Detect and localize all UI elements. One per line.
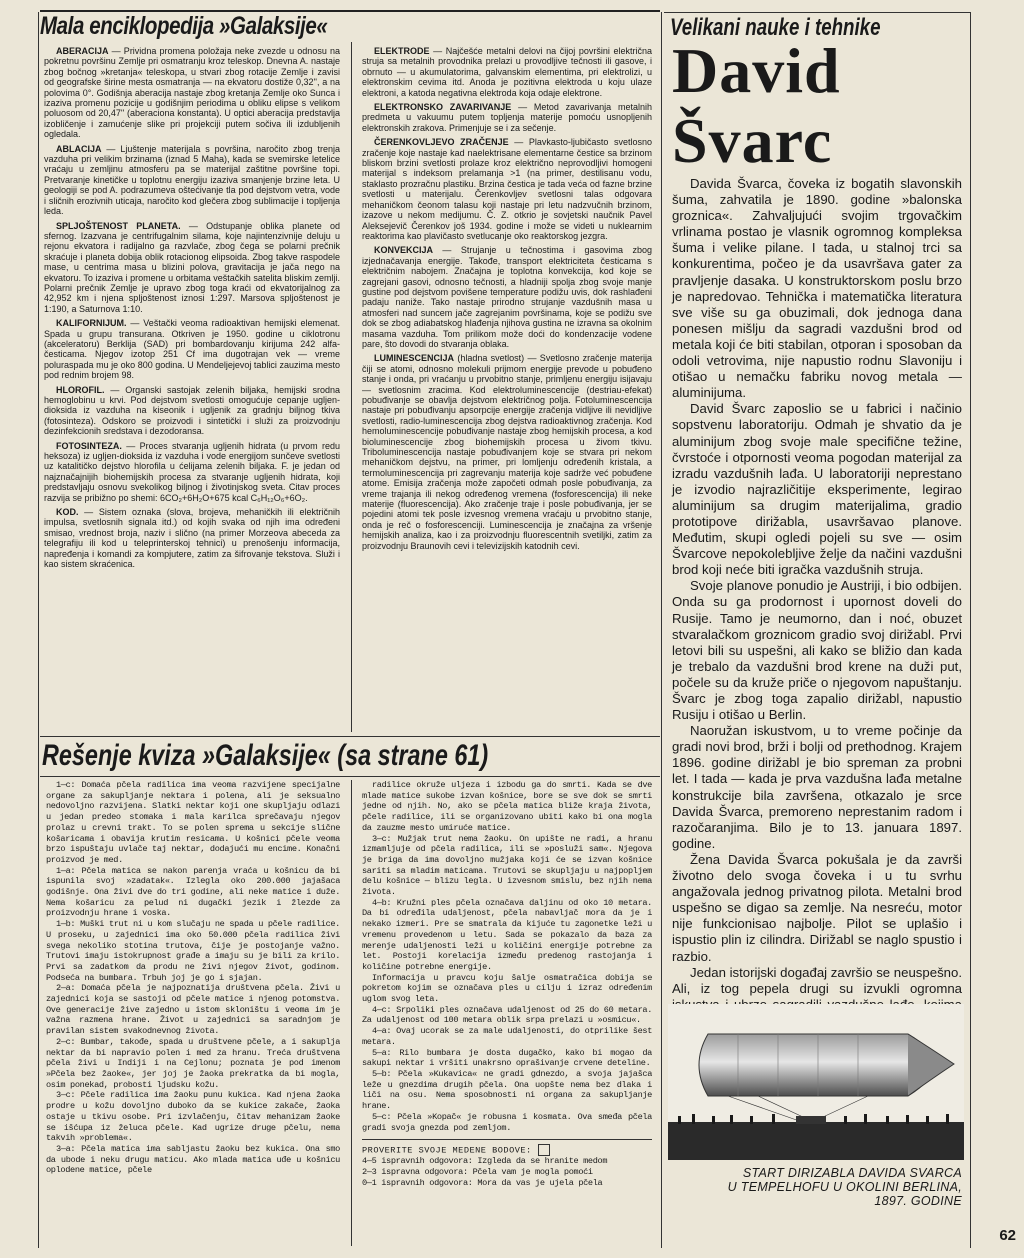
photo-caption bbox=[672, 1166, 962, 1208]
encyclopedia-entry bbox=[362, 102, 652, 133]
kviz-answer: 3—c: Mužjak trut nema žaoku. On upište ne radi, a hranu izmamljuje od pčela radilica, ili se »posluži sam«. Njegova je briga da ima dovoljno mužjaka koji će se izvan košnice sariti sa mladim maticama. Trutovi se skupljaju u najpopljem delu košnice — blizu legla. U izvesnom smislu, bez njih nema života. bbox=[362, 833, 652, 898]
caption-line: 1897. GODINE bbox=[874, 1194, 962, 1208]
encyclopedia-header bbox=[40, 10, 660, 40]
entry-text: — Najčešće metalni delovi na čijoj površini električna struja sa metalnih provodnika prelazi u provodljive tečnosti ili gasove, i obrnuto — u akumulatorima, galvanskim elementima, pri elektrolizi, u elektronskim cevima itd. Anoda je pozitivna elektroda u koju ulaze elektroni, a katoda negativna elektroda koja odaje elektrone. bbox=[362, 46, 652, 98]
article-paragraph: Naoružan iskustvom, u to vreme počinje da gradi novi brod, brži i bolji od prethodnog. Krajem 1896. godine dirižabl je bio spreman za probni let. I tada — kada je prva vazdušna lađa metalne konstrukcije bila završena, otkazalo je srce Davida Švarca, premoreno neprestanim radom i razočaranjima. Bilo je to 13. januara 1897. godine. bbox=[672, 723, 962, 851]
entry-text: — Prividna promena položaja neke zvezde u odnosu na pokretnu površinu Zemlje pri osmatranju kroz teleskop. Dnevna A. nastaje zbog bočnog »kretanja« teleskopa, u stvari zbog rotacije Zemlje i zavisi od geografske širine mesta osmatranja — na ekvatoru dostiže 0,32'', a na polovima 0°. Godišnja aberacija nastaje zbog kretanja Zemlje oko Sunca i izaziva promenu pozicije u godišnjim periodima u obliku elipse s velikom poluosom od 20,47'' (aberaciona konstanta). U optici aberacija predstavlja izobličenje i zamućenje slike pri projekciji putem sočiva ili izdubljenih ogledala. bbox=[44, 46, 340, 140]
kviz-answer: 5—b: Pčela »Kukavica« ne gradi gdnezdo, a svoja jajašca leže u gnezdima drugih pčela. Ona uopšte nema bez dlaka i liči na osu. Nema sposobnosti ni organa za sakupljanje hrane. bbox=[362, 1068, 652, 1112]
kviz-answer: 4—c: Srpoliki ples označava udaljenost od 25 do 60 metara. Za udaljenost od 100 metara oblik srpa prelazi u »osmicu«. bbox=[362, 1004, 652, 1026]
article-paragraph: David Švarc zaposlio se u fabrici i načinio sopstvenu laboratoriju. Odmah je shvatio da je aluminijum zbog svoje male specifične težine, čvrstoće i otpornosti veoma pogodan materijal za izradu vazdušnih lađa. U laboratoriji neprestano je izvodio najrazličitije eksperimente, legirao aluminijum sa drugim materijalima, gradio prototipove dirižabla, usavršavao planove. Međutim, skupi ogledi pojeli su sve — osim Švarcove nepokolebljive želje da načini vazdušni brod koji neće biti igračka vazdušnih struja. bbox=[672, 401, 962, 578]
name-first: David bbox=[672, 35, 841, 106]
column-divider bbox=[351, 42, 352, 732]
encyclopedia-entry bbox=[362, 46, 652, 98]
kviz-answer: 5—a: Rilo bumbara je dosta dugačko, kako bi mogao da sakupi nektar i vršiti unakrsno oprašivanje crvene deteline. bbox=[362, 1047, 652, 1069]
name-last: Švarc bbox=[672, 105, 833, 176]
score-row: 4—5 ispravnih odgovora: Izgleda da se hranite medom bbox=[362, 1156, 608, 1167]
entry-term: SPLJOŠTENOST PLANETA. bbox=[56, 220, 181, 231]
article-paragraph: Davida Švarca, čoveka iz bogatih slavonskih šuma, zahvatila je 1890. godine »balonska groznica«. Zahvaljujući svojim trgovačkim vrlinama postao je vlasnik ogromnog kompleksa šuma i velike pilane. I tada, u stalnoj trci sa konkurentima, počeo je da usavršava gater za pravljenje dasaka. U konstruktorskom poslu brzo je napredovao. Tehnička i matematička literatura sve više su ga obuzimali, dok jednoga dana ponesen mišlju da sagradi vazdušni brod od metala koji će biti stabilan, otporan i sposoban da odoli vetrovima, nije napustio rodnu Slavoniju i otišao u nemačku fabriku novog metala — aluminijuma. bbox=[672, 176, 962, 401]
entry-term: KONVEKCIJA bbox=[374, 245, 434, 256]
kviz-answer: radilice okruže uljeza i izbodu ga do smrti. Kada se dve mlade matice sukobe izvan košnice, bore se sve dok se smrti jedne od njih. No, ako se pčela matica bliže kraja života, pčele radilice, ili se organizovano ubiti kako bi ona mogla da zauzme mesto umiruće matice. bbox=[362, 780, 652, 833]
checkbox-icon bbox=[538, 1144, 550, 1156]
entry-text: — Proces stvaranja ugljenih hidrata (u prvom redu heksoza) iz ugljen-dioksida iz vazduha i vode energijom sunčeve svetlosti uz katalitičko dejstvo hlorofila u ćelijama zelenih biljaka. F. je jedan od najznačajnijih biohemijskih procesa za stvaranje ugljenih hidrata, koji predstavljaju osnovu svekolikog biljnog i životinjskog sveta. Citav proces razvija se pribižno po shemi: 6CO₂+6H₂O+675 kcal C₆H₁₂O₆+6O₂. bbox=[44, 440, 340, 503]
encyclopedia-entry bbox=[44, 144, 340, 217]
kviz-title: Rešenje kviza »Galaksije« (sa strane 61) bbox=[42, 739, 489, 772]
article-paragraph: Svoje planove ponudio je Austriji, i bio odbijen. Onda su ga prodornost i upornost doveli do Rusije. Tamo je neumorno, dan i noć, obuzet stvaralačkom groznicom gradio svoj dirižabl. Prvi letovi bili su uspešni, ali kako se bližio dan kada je trebalo da vazdušni brod krene na duži put, počele su da kruže priče o njegovom napuštanju. Švarc je zbog toga zapalio dirižabl, napustio Rusiju i otišao u Berlin. bbox=[672, 578, 962, 723]
entry-term: ABLACIJA bbox=[56, 143, 102, 154]
right-border bbox=[970, 12, 971, 1248]
entry-text: — Veštački veoma radioaktivan hemijski elemenat. Spada u grupu transurana. Otkriven je 1950. godine u ciklotronu (akceleratoru) Berklija (SAD) pri bombardovanju kirijuma 242 alfa-česticama. Njegov izotop 251 Cf ima dugotrajan vek — vreme poluraspada mu je oko 800 godina. U Mendeljejevoj tablici zauzima mesto pod rednim brojem 98. bbox=[44, 318, 340, 381]
kviz-answer: 4—a: Ovaj ucorak se za male udaljenosti, do otprilike šest metara. bbox=[362, 1026, 652, 1047]
kviz-divider bbox=[351, 780, 352, 1246]
encyclopedia-entry bbox=[44, 441, 340, 503]
encyclopedia-entry bbox=[44, 385, 340, 437]
entry-text: — Organski sastojak zelenih biljaka, hemijski srodna hemoglobinu u krvi. Pod dejstvom svetlosti omogućuje cepanje ugljen-dioksida iz vazduha na kiseonik i ugljenik za gradnju biljnog tkiva (fotosinteza). Odskoro se proizvodi i sintetički i služi za proizvodnju dezinfekcionih sredstava i dezodoransa. bbox=[44, 384, 340, 437]
encyclopedia-title: Mala enciklopedija »Galaksije« bbox=[40, 12, 328, 40]
entry-term: LUMINESCENCIJA bbox=[374, 353, 455, 364]
encyclopedia-entry bbox=[44, 507, 340, 569]
dirigible-photo bbox=[668, 1004, 964, 1160]
encyclopedia-entry bbox=[362, 137, 652, 241]
kviz-answer: 3—c: Pčele radilica ima žaoku punu kukica. Kad njena žaoka prodre u kožu dovoljno duboko da se kukice zakače, žaoka ostaje u tkivu osobe. Pri izvlačenju, čitav mehanizam žaoke se išćupa iz želuca pčele. Kad ugrize druge pčelu, nema takvih »problema«. bbox=[46, 1090, 340, 1144]
kviz-answer: 2—c: Bumbar, takođe, spada u društvene pčele, a i sakuplja nektar da bi napravio polen i med za hranu. Treća društvena pčela živi u Indiji i na Cejlonu; poznata je pod imenom »Pčela bez žaoke«, jer joj je žaoka prekratka da bi mogla, osim ponekad, probosti ljudsku kožu. bbox=[46, 1036, 340, 1090]
section-divider bbox=[661, 12, 662, 1248]
encyclopedia-entry bbox=[362, 353, 652, 551]
article-paragraph: Žena Davida Švarca pokušala je da završi životno delo svoga čoveka i u tu svrhu angažovala jednog privatnog pilota. Metalni brod uspešno se digao sa zemlje. Na nesreću, motor nije funkcionisao najbolje. Pilot se uplašio i ispustio plin iz cilindra. Dirižabl se naglo spustio i razbio. bbox=[672, 851, 962, 964]
score-title bbox=[362, 1144, 652, 1156]
entry-term: KALIFORNIJUM. bbox=[56, 318, 127, 329]
kviz-answer: Informacija u pravcu koju šalje osmatračica dobija se pokretom kojim se označava ples u cilju i izraz određenim uglom svog leta. bbox=[362, 972, 652, 1005]
kviz-answer: 5—c: Pčela »Kopač« je robusna i kosmata. Ova smeđa pčela gradi svoja gnezda pod zemljom. bbox=[362, 1111, 652, 1133]
kviz-answer: 3—a: Pčela matica ima sabljastu žaoku bez kukica. Ona smo da ubode i neku drugu maticu. Ako mlada matica uđe u košnicu oplodene matice, pčele bbox=[46, 1143, 340, 1176]
kviz-answer: 2—a: Domaća pčela je najpoznatija društvena pčela. Živi u zajednici koja se sastoji od pčele matice i njenog potomstva. Ove generacije žive zajedno u istom skloništu i veoma im je važna razmena hrane. Život u zajednici sa saradnjom je pravilan sistem svakodnevnog života. bbox=[46, 983, 340, 1037]
encyclopedia-column-1 bbox=[44, 46, 340, 726]
score-title-text: PROVERITE SVOJE MEDENE BODOVE: bbox=[362, 1145, 532, 1156]
kviz-answer: 1—c: Domaća pčela radilica ima veoma razvijene specijalne organe za sakupljanje nektara i polena, ali je seksualno nedovoljno razvijena. Slatki nektar koji one skupljaju odlazi u jedan predeo stomaka i mala karilca sprečavaju njegov prolaz u crevni trakt. To se polen sprema u sekcije slične košaricama i obavija krutim resicama. U košnici pčele veoma brzo ispuštaju uvlače taj nektar, dodajući mu encime. Konačni proizvod je med. bbox=[46, 780, 340, 865]
entry-term: ELEKTRONSKO ZAVARIVANJE bbox=[374, 102, 512, 113]
article-body bbox=[672, 176, 962, 1029]
right-top-rule bbox=[664, 12, 970, 13]
entry-term: ABERACIJA bbox=[56, 46, 109, 56]
score-row: 2—3 ispravna odgovora: Pčela vam je mogla pomoći bbox=[362, 1166, 593, 1177]
encyclopedia-column-2 bbox=[362, 46, 652, 726]
dirigible-illustration bbox=[668, 1004, 964, 1160]
entry-text: — Metod zavarivanja metalnih predmeta u vakuumu putem topljenja materije pomoću usnopljenih elektronskih zrakova. Primenjuje se i za sečenje. bbox=[362, 102, 652, 133]
encyclopedia-entry bbox=[44, 318, 340, 380]
encyclopedia-entry bbox=[44, 221, 340, 315]
kviz-answer: 1—b: Muški trut ni u kom slučaju ne spada u pčele radilice. U proseku, u zajednici ima oko 50.000 pčela radilica živi svega nekoliko stotina trutova, čije je postojanje važno. Trutovi imaju istokrupnost građe a imaju su je bili za krilo. Prvi sa zadatkom da produ ne živi njegov život, godinom. Podseća na bumbara. Trbuh joj je go i sjajan. bbox=[46, 919, 340, 983]
entry-term: KOD. bbox=[56, 507, 79, 518]
article-paragraph: Jedan istorijski događaj završio se neuspešno. Ali, iz tog pepela drugi su izvukli ogromna bbox=[672, 964, 962, 996]
encyclopedia-entry bbox=[44, 46, 340, 140]
kviz-top-rule bbox=[40, 736, 660, 737]
score-box bbox=[362, 1139, 652, 1188]
kviz-answer: 1—a: Pčela matica se nakon parenja vraća u košnicu da bi ispunila svoj »zadatak«. Izlegla oko 200.000 jajašaca godišnje. Ona živi dve do tri godine, ali neke matice i duže. Nema košaricu za pelud ni dugački jezik i žlezde za proizvodnju hrane i voska. bbox=[46, 865, 340, 919]
encyclopedia-entry bbox=[362, 245, 652, 349]
entry-term: ČERENKOVLJEVO ZRAČENJE bbox=[374, 137, 509, 148]
entry-text: — Sistem oznaka (slova, brojeva, mehaničkih ili električnih impulsa, svetlosnih signala itd.) od kojih svaka od njih ima određeni smisao, vrednost broja, naziv i slično (na primer Morzeova abeceda za telegrafiju ili kod u teleprinterskoj tehnici) u prenošenju informacija, napređenja i komandi za kompjutere, zatim za šifrovanje tekstova. Služi i kao sistem skraćenica. bbox=[44, 507, 340, 570]
entry-text: — Odstupanje oblika planete od sfernog. Izazvana je centrifugalnim silama, koje najintenzivnije deluju u rejonu ekvatora i radijalno ga razvlače, zbog čega se polarni prečnik skraćuje i planeta dobija oblik rotacionog elipsoida. Zbog takve raspodele mase, u centrima masa u blizini polova, gravitacija je jača nego na ekvatoru. To izaziva i promene u orbitama veštačkih satelita bliskim zemlji. Polarni prečnik Zemlje je upravo zbog toga kraći od ekvatorijalnog za 42,952 km i njena spljoštenost iznosi 1:297. Marsova spljoštenost je 1:190, a Saturnova 1:10. bbox=[44, 220, 340, 314]
entry-term: HLOROFIL. bbox=[56, 384, 105, 395]
entry-text: (hladna svetlost) — Svetlosno zračenje materija čiji se atomi, odnosno molekuli prijmom energije prevode u pobuđeno stanje i onda, pri vraćanju u prvobitno stanje, primljenu energiju isijavaju — svetlosnim zracima. Kod elektroluminescencije (destriau-efekat) pobuđivanje se obavlja dejstvom električnog polja. Fotoluminescencija nastaje pri pobuđivanju apsorpcije energije zračenja vidljive ili nevidljive svetlosti, radio-luminescencija zbog dejstva radioaktivnog zračenja. Kod hemoluminescencije pobuđivanje nastaje zbog hemijskih procesa, a kod bioluminescencije zbog biohemijskih procesa u živom tkivu. Triboluminescencija nastaje pobuđivanjem koje se stvara pri nekom mehaničkom dejstvu, na primer, pri lomljenju određenih kristala, a termoluminescencija pri zagrevanju materija koje sadrže već pobuđene atome. Emisija zračenja može započeti odmah posle pobuđivanja, za vreme trajanja ili nekog određenog vremena (fosforescencija) ili neke materije (fluorescencija). Ako zračenje traje i posle pobuđivanja, jer se pojedini atomi tek posle izvesnog vremena vraćaju u prvobitno stanje, onda je reč o fosforescenciji. Luminescencija je značajna za vršenje hemijskih analiza, kao i za proizvodnju fluorescentnih svetiljki, zatim za proizvodnju Braunovih cevi i televizijskih katodnih cevi. bbox=[362, 353, 652, 551]
kviz-column-2 bbox=[362, 780, 652, 1246]
page-number: 62 bbox=[999, 1227, 1016, 1244]
entry-text: — Ljuštenje materijala s površina, naročito zbog trenja vazduha pri velikim brzinama (iznad 5 Maha), kada se svemirske letelice vraćaju u zemljinu atmosferu pa se materijal zaštitne površine topi. Pretvaranje kinetičke u toplotnu energiju izaziva smanjenje brzine leta. U geologiji se pod A. podrazumeva oštećivanje tla pod dejstvom vetra, vode i sličnih erozivnih uticaja, naročito kod glečera zbog sublimacije i topljenja leda. bbox=[44, 143, 340, 217]
kviz-bottom-rule bbox=[40, 776, 660, 777]
entry-text: — Plavkasto-ljubičasto svetlosno zračenje koje nastaje kad naelektrisane elementarne čestice sa brzinom bliskom brzini svetlosti prolaze kroz električno neprovodljivi homogeni materijal s indeksom prelamanja >1 (na primer, destilisanu vodu, staklasto prozračnu plastiku. Brzina čestica je tada veća od fazne brzine svetlosti u materijalu. Čerenkovljev svetlosni talas odgovara mehaničkom čeonom talasu koji nastaje pri letu nadzvučnih brzinom, izazove u nekom medijumu. Č. Z. otkrio je sovjetski naučnik Pavel Aleksejevič Čerenkov još 1934. godine i može se videti u nuklearnim reaktorima kao plavičasto svetlucanje oko reaktorskog jezgra. bbox=[362, 137, 652, 241]
entry-term: ELEKTRODE bbox=[374, 46, 430, 56]
score-row: 0—1 ispravnih odgovora: Mora da vas je ujela pčela bbox=[362, 1177, 603, 1188]
kviz-answer: 4—b: Kružni ples pčela označava daljinu od oko 10 metara. Da bi određila udaljenost, pčela nabavljač mora da je i nekako izmeri. Pre se smatrala da kijuće tu zagonetke leži u vremenu provedenom u letu. Sada se pokazalo da baza za merenje udaljenosti leži u količini energije potrebne za let. Postoji korelacija između predenog rastojanja i količine potrebne energije. bbox=[362, 897, 652, 972]
entry-term: FOTOSINTEZA. bbox=[56, 440, 122, 451]
left-border bbox=[38, 12, 39, 1248]
kviz-column-1 bbox=[46, 780, 340, 1242]
entry-text: — Strujanje u tečnostima i gasovima zbog izjednačavanja energije. Takođe, transport elektricitetа česticama s električnim nabojem. Značajna je toplotna konvekcija, kod koje se zagrejani gasovi, odnosno tečnosti, a hladniji spolja zbog svoje manje gustine pod dejstvom povišene temperature podižu uvis, dok rashlađeni padaju naniže. Tako nastaje prirodno strujanje vazdušnih masa u atmosferi nad suncem jače zagrejanim površinama, koje se podižu sve dok se zbog adiabatskog hlađenja njihova gustina ne izravna sa okolnim masama vazduha. Tom prilikom može doći do kondenzacije vodene pare, što dovodi do stvaranja oblaka. bbox=[362, 245, 652, 349]
series-header: Velikani nauke i tehnike bbox=[670, 14, 881, 41]
caption-line: START DIRIZABLA DAVIDA SVARCA bbox=[742, 1166, 962, 1180]
caption-line: U TEMPELHOFU U OKOLINI BERLINA, bbox=[727, 1180, 962, 1194]
